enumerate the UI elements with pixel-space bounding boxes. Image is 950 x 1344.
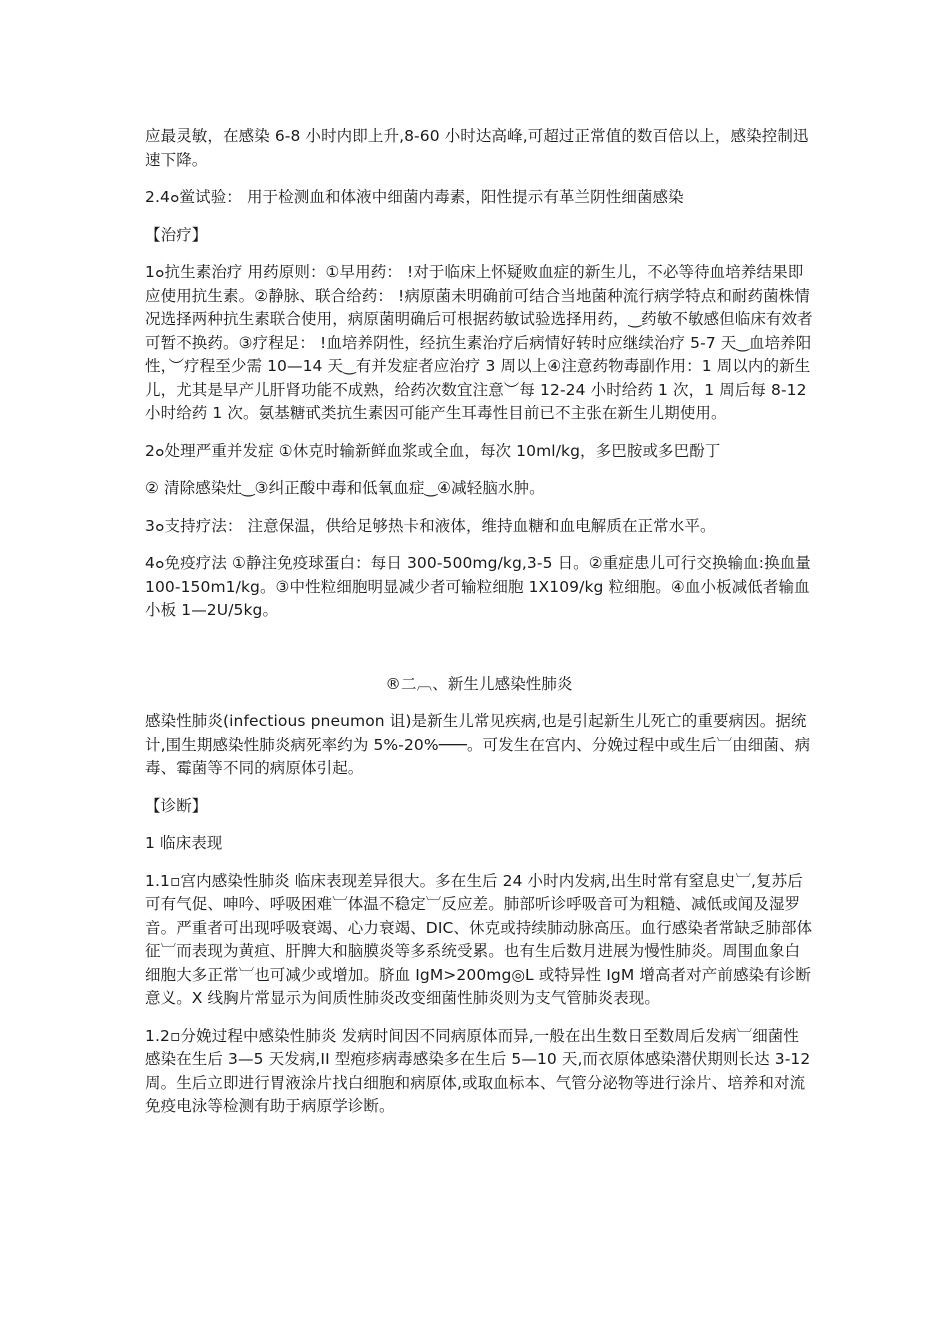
- heading-diagnosis: 【诊断】: [145, 796, 208, 815]
- heading-treatment: 【治疗】: [145, 225, 208, 244]
- paragraph-complications: 2๐处理严重并发症 ①休克时输新鲜血浆或全血，每次 10ml/kg，多巴胺或多巴酚丁: [145, 441, 721, 460]
- document-page: [145, 125, 813, 1133]
- paragraph-complications-list: ② 清除感染灶‿③纠正酸中毒和低氧血症‿④减轻脑水肿。: [145, 479, 545, 497]
- paragraph-pneumonia-intro: 感染性肺炎(infectious pneumon 诅)是新生儿常见疾病,也是引起新生儿死亡的重要病因。据统计,围生期感染性肺炎病死率约为 5%-20%───。可发生在宫内、分娩过程中或生后︺由细菌、病毒、霉菌等不同的病原体引起。: [145, 712, 811, 777]
- paragraph-antibiotic-treatment: 1๐抗生素治疗 用药原则：①早用药： !对于临床上怀疑败血症的新生儿，不必等待血培养结果即应使用抗生素。②静脉、联合给药： !病原菌未明确前可结合当地菌种流行病学特点和耐药菌株情况选择两种抗生素联合使用，病原菌明确后可根据药敏试验选择用药，‿药敏不敏感但临床有效者可暂不换药。③疗程足： !血培养阴性，经抗生素治疗后病情好转时应继续治疗 5-7 天‿血培养阳性，︶疗程至少需 10—14 天‿有并发症者应治疗 3 周以上④注意药物毒副作用：1 周以内的新生儿，尤其是早产儿肝肾功能不成熟，给药次数宜注意︶每 12-24 小时给药 1 次，1 周后每 8-12 小时给药 1 次。氨基糖甙类抗生素因可能产生耳毒性目前已不主张在新生儿期使用。: [145, 263, 813, 422]
- paragraph-supportive-therapy: 3๐支持疗法： 注意保温，供给足够热卡和液体，维持血糖和血电解质在正常水平。: [145, 516, 716, 535]
- section-title: ®二︹、新生儿感染性肺炎: [385, 674, 573, 693]
- paragraph-immunotherapy: 4๐免疫疗法 ①静注免疫球蛋白：每日 300-500mg/kg,3-5 日。②重症患儿可行交换输血:换血量 100-150m1/kg。③中性粒细胞明显减少者可输粒细胞 1X109/kg 粒细胞。④血小板减低者输血小板 1—2U/5kg。: [145, 554, 811, 619]
- paragraph-intrauterine-pneumonia: 1.1▫宫内感染性肺炎 临床表现差异很大。多在生后 24 小时内发病,出生时常有窒息史︺,复苏后可有气促、呻吟、呼吸困难︺体温不稳定︺反应差。肺部听诊呼吸音可为粗糙、减低或闻及湿罗音。严重者可出现呼吸衰竭、心力衰竭、DIC、休克或持续肺动脉高压。血行感染者常缺乏肺部体征︺而表现为黄疸、肝脾大和脑膜炎等多系统受累。也有生后数月进展为慢性肺炎。周围血象白细胞大多正常︺也可减少或增加。脐血 IgM>200mg◎L 或特异性 IgM 增高者对产前感染有诊断意义。X 线胸片常显示为间质性肺炎改变细菌性肺炎则为支气管肺炎表现。: [145, 871, 813, 1007]
- heading-clinical-manifestation: 1 临床表现: [145, 834, 223, 852]
- paragraph-intrapartum-pneumonia: 1.2▫分娩过程中感染性肺炎 发病时间因不同病原体而异,一般在出生数日至数周后发病︺细菌性感染在生后 3—5 天发病,II 型疱疹病毒感染多在生后 5—10 天,而衣原体感染潜伏期则长达 3-12 周。生后立即进行胃液涂片找白细胞和病原体,或取血标本、气管分泌物等进行涂片、培养和对流免疫电泳等检测有助于病原学诊断。: [145, 1026, 811, 1115]
- paragraph-limulus-test: 2.4๐鲎试验： 用于检测血和体液中细菌内毒素，阳性提示有革兰阴性细菌感染: [145, 188, 684, 206]
- paragraph-crp-continued: 应最灵敏，在感染 6-8 小时内即上升,8-60 小时达高峰,可超过正常值的数百倍以上，感染控制迅速下降。: [145, 127, 809, 169]
